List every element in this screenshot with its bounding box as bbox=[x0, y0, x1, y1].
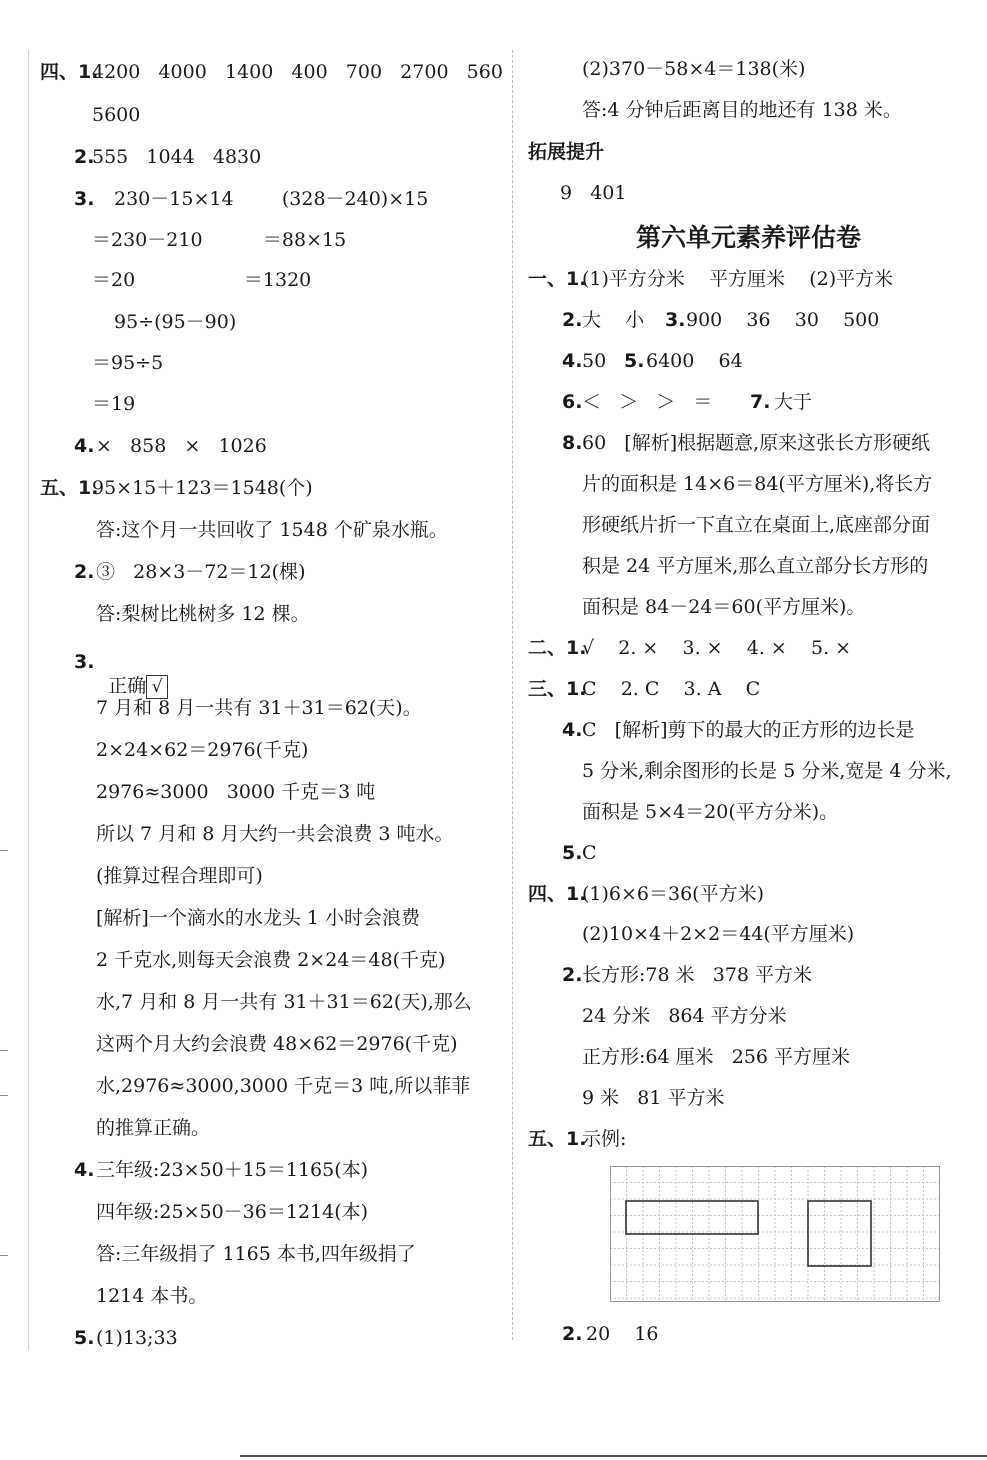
p1-q4-number: 4. bbox=[562, 350, 583, 372]
p3-q5-number: 5. bbox=[562, 842, 583, 864]
s5-q3-analysis: 2 千克水,则每天会浪费 2×24＝48(千克) bbox=[96, 949, 446, 971]
p3-q4-line: 5 分米,剩余图形的长是 5 分米,宽是 4 分米, bbox=[582, 760, 952, 782]
p1-q5-number: 5. bbox=[624, 350, 645, 372]
s4-q4-number: 4. bbox=[74, 435, 95, 457]
p4-q2-line: 9 米 81 平方米 bbox=[582, 1087, 725, 1109]
s5-q3-line: 7 月和 8 月一共有 31＋31＝62(天)。 bbox=[96, 697, 422, 719]
s4-q3-row: 230－15×14 (328－240)×15 bbox=[114, 188, 429, 210]
p1-q7-number: 7. bbox=[750, 391, 771, 413]
bottom-rule bbox=[240, 1455, 987, 1457]
s4-q2-number: 2. bbox=[74, 146, 95, 168]
s5-q3-line: (推算过程合理即可) bbox=[96, 865, 263, 887]
p1-q7-answer: 大于 bbox=[774, 391, 813, 413]
s5-q4-line: 答:三年级捐了 1165 本书,四年级捐了 bbox=[96, 1243, 416, 1265]
s4-q3-row: 95÷(95－90) bbox=[114, 311, 237, 333]
margin-tick bbox=[0, 850, 8, 851]
s5-q1-answer: 答:这个月一共回收了 1548 个矿泉水瓶。 bbox=[96, 519, 448, 541]
s4-q3-row: ＝95÷5 bbox=[92, 352, 164, 374]
s5-q3-line: 所以 7 月和 8 月大约一共会浪费 3 吨水。 bbox=[96, 823, 454, 845]
column-divider bbox=[512, 50, 513, 1340]
s4-q4-answers: × 858 × 1026 bbox=[96, 435, 267, 457]
p1-q5-answers: 6400 64 bbox=[646, 350, 743, 372]
s5-q3-number: 3. bbox=[74, 651, 95, 673]
section-5-label: 五、1. bbox=[40, 477, 99, 499]
s5-q3-line: 2×24×62＝2976(千克) bbox=[96, 739, 309, 761]
p1-q8-line: 片的面积是 14×6＝84(平方厘米),将长方 bbox=[582, 473, 933, 495]
unit-title: 第六单元素养评估卷 bbox=[636, 223, 862, 252]
p3-answers: C 2. C 3. A C bbox=[582, 678, 761, 700]
s5-q5-number: 5. bbox=[74, 1327, 95, 1349]
r-continued-equation: (2)370－58×4＝138(米) bbox=[582, 58, 806, 80]
r-continued-answer: 答:4 分钟后距离目的地还有 138 米。 bbox=[582, 99, 902, 121]
margin-tick bbox=[0, 1095, 8, 1096]
part-3-label: 三、1. bbox=[528, 678, 587, 700]
p3-q4-line: 面积是 5×4＝20(平方分米)。 bbox=[582, 801, 839, 823]
s4-q3-row: ＝230－210 ＝88×15 bbox=[92, 229, 347, 251]
example-square bbox=[808, 1201, 871, 1266]
p3-q4-line: C [解析]剪下的最大的正方形的边长是 bbox=[582, 719, 915, 741]
s5-q4-line: 1214 本书。 bbox=[96, 1285, 208, 1307]
p4-q2-line: 正方形:64 厘米 256 平方厘米 bbox=[582, 1046, 851, 1068]
p4-q1-line: (2)10×4＋2×2＝44(平方厘米) bbox=[582, 923, 855, 945]
s5-q3-verdict: 正确 bbox=[108, 675, 147, 697]
part-5-label: 五、1. bbox=[528, 1128, 587, 1150]
p1-q3-answers: 900 36 30 500 bbox=[686, 309, 880, 331]
s4-q3-row: ＝20 ＝1320 bbox=[92, 269, 312, 291]
p1-q8-line: 60 [解析]根据题意,原来这张长方形硬纸 bbox=[582, 432, 931, 454]
s5-q5-answer: (1)13;33 bbox=[96, 1327, 178, 1349]
p4-q2-line: 24 分米 864 平方分米 bbox=[582, 1005, 787, 1027]
p1-q6-number: 6. bbox=[562, 391, 583, 413]
s4-q2-answers: 555 1044 4830 bbox=[92, 146, 262, 168]
s5-q2-number: 2. bbox=[74, 561, 95, 583]
p5-q2-number: 2. bbox=[562, 1323, 583, 1345]
s5-q3-analysis: 这两个月大约会浪费 48×62＝2976(千克) bbox=[96, 1033, 458, 1055]
p2-answers: √ 2. × 3. × 4. × 5. × bbox=[582, 637, 852, 659]
s4-q1-answers: 4200 4000 1400 400 700 2700 560 bbox=[92, 61, 503, 83]
s4-q3-row: ＝19 bbox=[92, 393, 136, 415]
s5-q3-analysis: 水,2976≈3000,3000 千克＝3 吨,所以菲菲 bbox=[96, 1075, 471, 1097]
s5-q3-analysis: 的推算正确。 bbox=[96, 1117, 211, 1139]
margin-tick bbox=[0, 1050, 8, 1051]
margin-rule bbox=[28, 50, 29, 1350]
part-2-label: 二、1. bbox=[528, 637, 587, 659]
s5-q3-analysis: [解析]一个滴水的水龙头 1 小时会浪费 bbox=[96, 907, 420, 929]
example-rectangle bbox=[626, 1201, 758, 1234]
part-4-label: 四、1. bbox=[528, 883, 587, 905]
s5-q4-line: 四年级:25×50－36＝1214(本) bbox=[96, 1201, 369, 1223]
p1-q2-number: 2. bbox=[562, 309, 583, 331]
s5-q2-equation: ③ 28×3－72＝12(棵) bbox=[96, 561, 306, 583]
p4-q2-line: 长方形:78 米 378 平方米 bbox=[582, 964, 813, 986]
p4-q1-line: (1)6×6＝36(平方米) bbox=[582, 883, 765, 905]
s5-q3-line: 2976≈3000 3000 千克＝3 吨 bbox=[96, 781, 376, 803]
s5-q2-answer: 答:梨树比桃树多 12 棵。 bbox=[96, 603, 310, 625]
p1-q8-line: 积是 24 平方厘米,那么直立部分长方形的 bbox=[582, 555, 929, 577]
p1-q8-line: 形硬纸片折一下直立在桌面上,底座部分面 bbox=[582, 514, 931, 536]
s5-q1-equation: 95×15＋123＝1548(个) bbox=[92, 477, 313, 499]
s5-q3-head bbox=[96, 650, 168, 699]
part-1-label: 一、1. bbox=[528, 268, 587, 290]
s4-q1-answers-cont: 5600 bbox=[92, 104, 141, 126]
grid-figure bbox=[610, 1166, 940, 1302]
s4-q3-number: 3. bbox=[74, 188, 95, 210]
s5-q3-analysis: 水,7 月和 8 月一共有 31＋31＝62(天),那么 bbox=[96, 991, 472, 1013]
p3-q4-number: 4. bbox=[562, 719, 583, 741]
p5-q1-label: 示例: bbox=[582, 1128, 627, 1150]
extension-answer: 9 401 bbox=[560, 182, 627, 204]
s5-q4-number: 4. bbox=[74, 1159, 95, 1181]
section-4-label: 四、1. bbox=[40, 61, 99, 83]
margin-tick bbox=[0, 1255, 8, 1256]
p4-q2-number: 2. bbox=[562, 964, 583, 986]
extension-title: 拓展提升 bbox=[528, 141, 605, 163]
p1-q4-answer: 50 bbox=[582, 350, 607, 372]
p5-q2-answers: 20 16 bbox=[586, 1323, 659, 1345]
p1-q8-number: 8. bbox=[562, 432, 583, 454]
p3-q5-answer: C bbox=[582, 842, 597, 864]
p1-q1-answers: (1)平方分米 平方厘米 (2)平方米 bbox=[582, 268, 894, 290]
p1-q8-line: 面积是 84－24＝60(平方厘米)。 bbox=[582, 596, 866, 618]
p1-q6-answers: ＜ ＞ ＞ ＝ bbox=[582, 391, 713, 413]
p1-q3-number: 3. bbox=[665, 309, 686, 331]
p1-q2-answers: 大 小 bbox=[582, 309, 645, 331]
check-icon: √ bbox=[146, 675, 168, 699]
s5-q4-line: 三年级:23×50＋15＝1165(本) bbox=[96, 1159, 369, 1181]
